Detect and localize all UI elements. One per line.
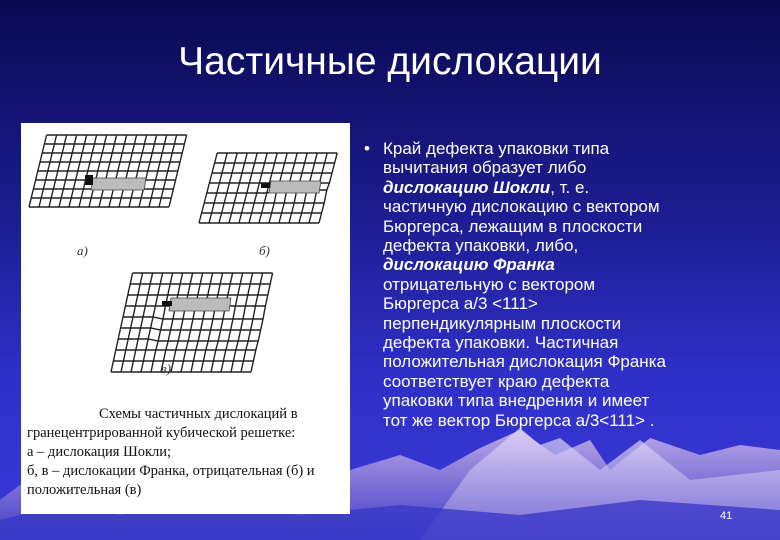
figure-panel [21,123,350,514]
lattice-c-col-line [241,273,263,372]
body-line [383,294,723,313]
term-emphasis: дислокацию Франка [383,255,555,275]
lattice-c-col-line [121,273,143,372]
lattice-c-col-line [131,273,153,372]
text-segment: упаковки типа внедрения и имеет [383,391,650,411]
lattice-c-col-line [201,273,223,372]
slide-title: Частичные дислокации [178,40,602,83]
caption-line: положительная (в) [27,482,142,498]
body-line [383,411,723,430]
text-segment: соответствует краю дефекта [383,371,610,391]
lattice-c-col-line [251,273,273,372]
body-line [383,391,723,410]
lattice-c-col-line [161,273,183,372]
caption-line: а – дислокация Шокли; [27,444,172,460]
stacking-fault-c [169,298,231,311]
dislocation-mark-b [261,183,270,188]
body-line [383,236,723,255]
text-segment: , т. е. [550,177,590,197]
lattice-c-col-line [181,273,203,372]
text-segment: частичную дислокацию с вектором [383,197,660,217]
text-segment: Край дефекта упаковки типа [383,139,610,158]
lattice-c-col-line [111,273,133,372]
panel-label: б) [259,243,270,258]
text-segment: отрицательную с вектором [383,274,596,294]
body-line [383,372,723,391]
lattice-c-col-line [231,273,253,372]
figure-caption [27,405,347,500]
dislocation-mark-c [162,301,172,306]
lattice-c-col-line [221,273,243,372]
text-segment: Бюргерса а/3 <111> [383,294,538,314]
body-line [383,352,723,371]
body-line [383,139,723,158]
caption-line: б, в – дислокации Франка, отрицательная (б) и [27,463,315,479]
page-number: 41 [720,510,733,522]
caption-line: гранецентрированной кубической решетке: [27,425,296,441]
dislocation-mark-a [85,175,93,185]
body-line [383,255,723,274]
lattice-c-col-line [141,273,163,372]
term-emphasis: дислокацию Шокли [383,177,551,197]
panel-label: в) [161,361,171,376]
body-line [383,178,723,197]
dislocation-diagrams [21,123,350,403]
body-line [383,197,723,216]
stacking-fault-b [269,181,321,193]
lattice-c-col-line [151,273,173,372]
bullet-icon: • [364,139,370,158]
text-segment: перпендикулярным плоскости [383,313,622,333]
stacking-fault-a [91,178,146,190]
text-segment: дефекта упаковки, либо, [383,236,579,256]
caption-line: Схемы частичных дислокаций в [99,406,298,422]
text-segment: дефекта упаковки. Частичная [383,333,619,353]
body-line [383,314,723,333]
body-text [383,139,723,430]
body-line [383,333,723,352]
body-line [383,158,723,177]
body-line [383,275,723,294]
text-segment: положительная дислокация Франка [383,352,666,372]
panel-label: а) [77,243,88,258]
text-segment: тот же вектор Бюргерса а/3<111> . [383,410,655,430]
body-line [383,217,723,236]
text-segment: вычитания образует либо [383,158,587,178]
text-segment: Бюргерса, лежащим в плоскости [383,216,643,236]
lattice-c-col-line [211,273,233,372]
lattice-c-col-line [191,273,213,372]
lattice-c-col-line [171,273,193,372]
